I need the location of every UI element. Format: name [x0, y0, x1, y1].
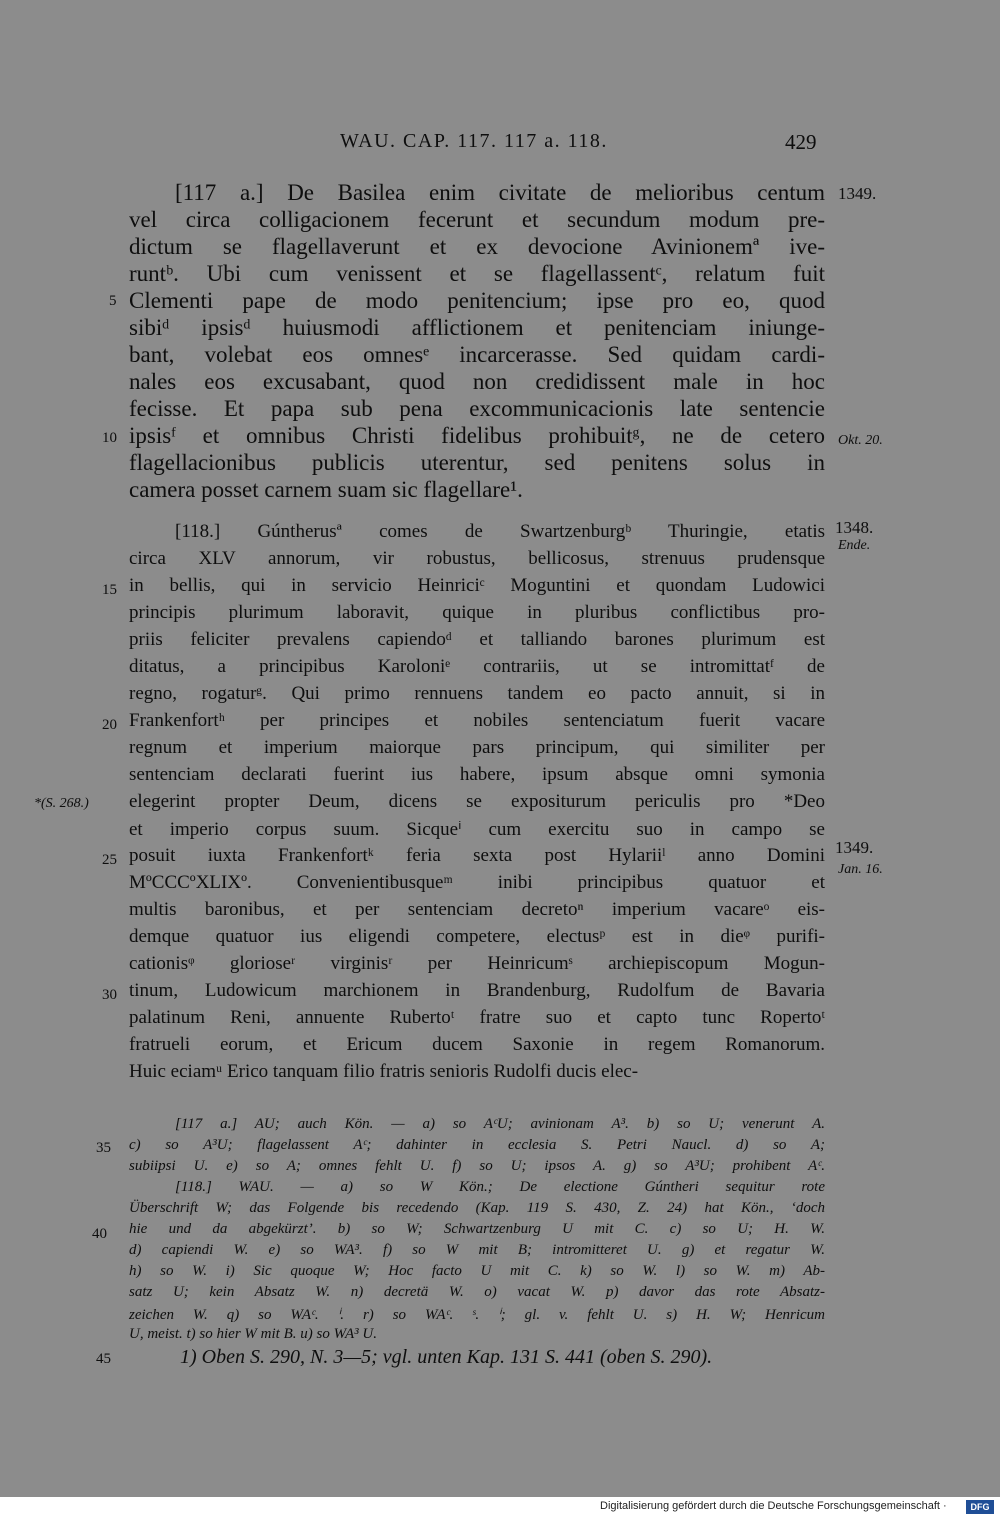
margin-year: 1349.: [835, 838, 874, 857]
text-line: dictum se flagellaverunt et ex devocione Avinionemª ive-: [129, 234, 825, 259]
text-line: posuit iuxta Frankenfortᵏ feria sexta post Hylariiˡ anno Domini: [129, 845, 825, 866]
line-number: 35: [96, 1140, 111, 1156]
margin-date: Okt. 20.: [838, 433, 883, 448]
text-line: priis feliciter prevalens capiendoᵈ et talliando barones plurimum est: [129, 629, 825, 650]
line-number: 30: [102, 987, 117, 1003]
note-line: d) capiendi W. e) so WA³. f) so W mit B; intromitteret U. g) et regatur W.: [129, 1242, 825, 1258]
note-line: U, meist. t) so hier W mit B. u) so WA³ U.: [129, 1326, 378, 1342]
line-number: 15: [102, 582, 117, 598]
text-line: cationisᵠ glorioseʳ virginisʳ per Heinricumˢ archiepiscopum Mogun-: [129, 953, 825, 974]
text-line: multis baronibus, et per sentenciam decretoⁿ imperium vacareᵒ eis-: [129, 899, 825, 920]
footnote: 1) Oben S. 290, N. 3—5; vgl. unten Kap. 131 S. 441 (oben S. 290).: [180, 1346, 713, 1368]
text-line: Huic eciamᵘ Erico tanquam filio fratris senioris Rudolfi ducis elec-: [129, 1061, 639, 1082]
text-line: principis plurimum laboravit, quique in pluribus conflictibus pro-: [129, 602, 825, 623]
text-line: elegerint propter Deum, dicens se expositurum periculis pro *Deo: [129, 791, 825, 812]
digitization-attribution: Digitalisierung gefördert durch die Deutsche Forschungsgemeinschaft ·: [600, 1500, 947, 1512]
line-number: 20: [102, 717, 117, 733]
text-line: demque quatuor ius eligendi competere, electusᵖ est in dieᵠ purifi-: [129, 926, 825, 947]
text-line: palatinum Reni, annuente Rubertoᵗ fratre suo et capto tunc Ropertoᵗ: [129, 1007, 825, 1028]
note-line: hie und da abgekürzt’. b) so W; Schwartzenburg U mit C. c) so U; H. W.: [129, 1221, 825, 1237]
margin-date: Ende.: [838, 538, 871, 553]
note-line: Überschrift W; das Folgende bis recedendo (Kap. 119 S. 430, Z. 24) hat Kön., ‘doch: [129, 1200, 825, 1216]
text-line: vel circa colligacionem fecerunt et secundum modum pre-: [129, 207, 825, 232]
text-line: [117 a.] De Basilea enim civitate de melioribus centum: [175, 180, 825, 205]
text-line: sibiᵈ ipsisᵈ huiusmodi afflictionem et penitenciam iniunge-: [129, 315, 825, 340]
text-line: fecisse. Et papa sub pena excommunicacionis late sentencie: [129, 396, 825, 421]
text-line: sentenciam declarati fuerint ius habere, ipsum absque omni symonia: [129, 764, 825, 785]
text-line: runtᵇ. Ubi cum venissent et se flagellassentᶜ, relatum fuit: [129, 261, 825, 286]
text-line: regno, rogaturᵍ. Qui primo rennuens tandem eo pacto annuit, si in: [129, 683, 825, 704]
dfg-logo: DFG: [966, 1500, 994, 1514]
note-line: [117 a.] AU; auch Kön. — a) so AᶜU; avinionam A³. b) so U; venerunt A.: [175, 1116, 825, 1132]
text-line: ditatus, a principibus Karoloniᵉ contrariis, ut se intromittatᶠ de: [129, 656, 825, 677]
page-number: 429: [785, 130, 817, 154]
text-line: flagellacionibus publicis uterentur, sed penitens solus in: [129, 450, 825, 475]
margin-date: Jan. 16.: [838, 862, 883, 877]
text-line: ipsisᶠ et omnibus Christi fidelibus prohibuitᵍ, ne de cetero: [129, 423, 825, 448]
text-line: [118.] Gúntherusª comes de Swartzenburgᵇ Thuringie, etatis: [175, 521, 825, 542]
text-line: MºCCCºXLIXº. Convenientibusqueᵐ inibi principibus quatuor et: [129, 872, 825, 893]
text-line: fratrueli eorum, et Ericum ducem Saxonie in regem Romanorum.: [129, 1034, 825, 1055]
text-line: tinum, Ludowicum marchionem in Brandenburg, Rudolfum de Bavaria: [129, 980, 825, 1001]
note-line: satz U; kein Absatz W. n) decretä W. o) vacat W. p) davor das rote Absatz-: [129, 1284, 825, 1300]
text-line: Clementi pape de modo penitencium; ipse pro eo, quod: [129, 288, 825, 313]
running-title: WAU. CAP. 117. 117 a. 118.: [340, 130, 608, 152]
line-number: 45: [96, 1351, 111, 1367]
text-line: nales eos excusabant, quod non credidissent male in hoc: [129, 369, 825, 394]
margin-year: 1348.: [835, 518, 874, 537]
line-number: 25: [102, 852, 117, 868]
text-line: regnum et imperium maiorque pars principum, qui similiter per: [129, 737, 825, 758]
note-line: zeichen W. q) so WAᶜ. ⁱ. r) so WAᶜ. ˢ. ⁱ; gl. v. fehlt U. s) H. W; Henricum: [129, 1307, 825, 1323]
note-line: [118.] WAU. — a) so W Kön.; De electione Gúntheri sequitur rote: [175, 1179, 825, 1195]
text-line: et imperio corpus suum. Sicqueⁱ cum exercitu suo in campo se: [129, 819, 825, 840]
text-line: circa XLV annorum, vir robustus, bellicosus, strenuus prudensque: [129, 548, 825, 569]
text-line: camera posset carnem suam sic flagellare¹.: [129, 477, 523, 502]
text-line: bant, volebat eos omnesᵉ incarcerasse. Sed quidam cardi-: [129, 342, 825, 367]
text-line: in bellis, qui in servicio Heinriciᶜ Moguntini et quondam Ludowici: [129, 575, 825, 596]
line-number: 40: [92, 1226, 107, 1242]
note-line: h) so W. i) Sic quoque W; Hoc facto U mit C. k) so W. l) so W. m) Ab-: [129, 1263, 825, 1279]
text-line: Frankenfortʰ per principes et nobiles sentenciatum fuerit vacare: [129, 710, 825, 731]
margin-year: 1349.: [838, 184, 877, 203]
note-line: c) so A³U; flagelassent Aᶜ; dahinter in ecclesia S. Petri Naucl. d) so A;: [129, 1137, 825, 1153]
note-line: subiipsi U. e) so A; omnes fehlt U. f) so U; ipsos A. g) so A³U; prohibent Aᶜ.: [129, 1158, 825, 1174]
line-number: 10: [102, 430, 117, 446]
line-number: 5: [109, 293, 117, 309]
margin-page-ref: *(S. 268.): [34, 796, 89, 811]
